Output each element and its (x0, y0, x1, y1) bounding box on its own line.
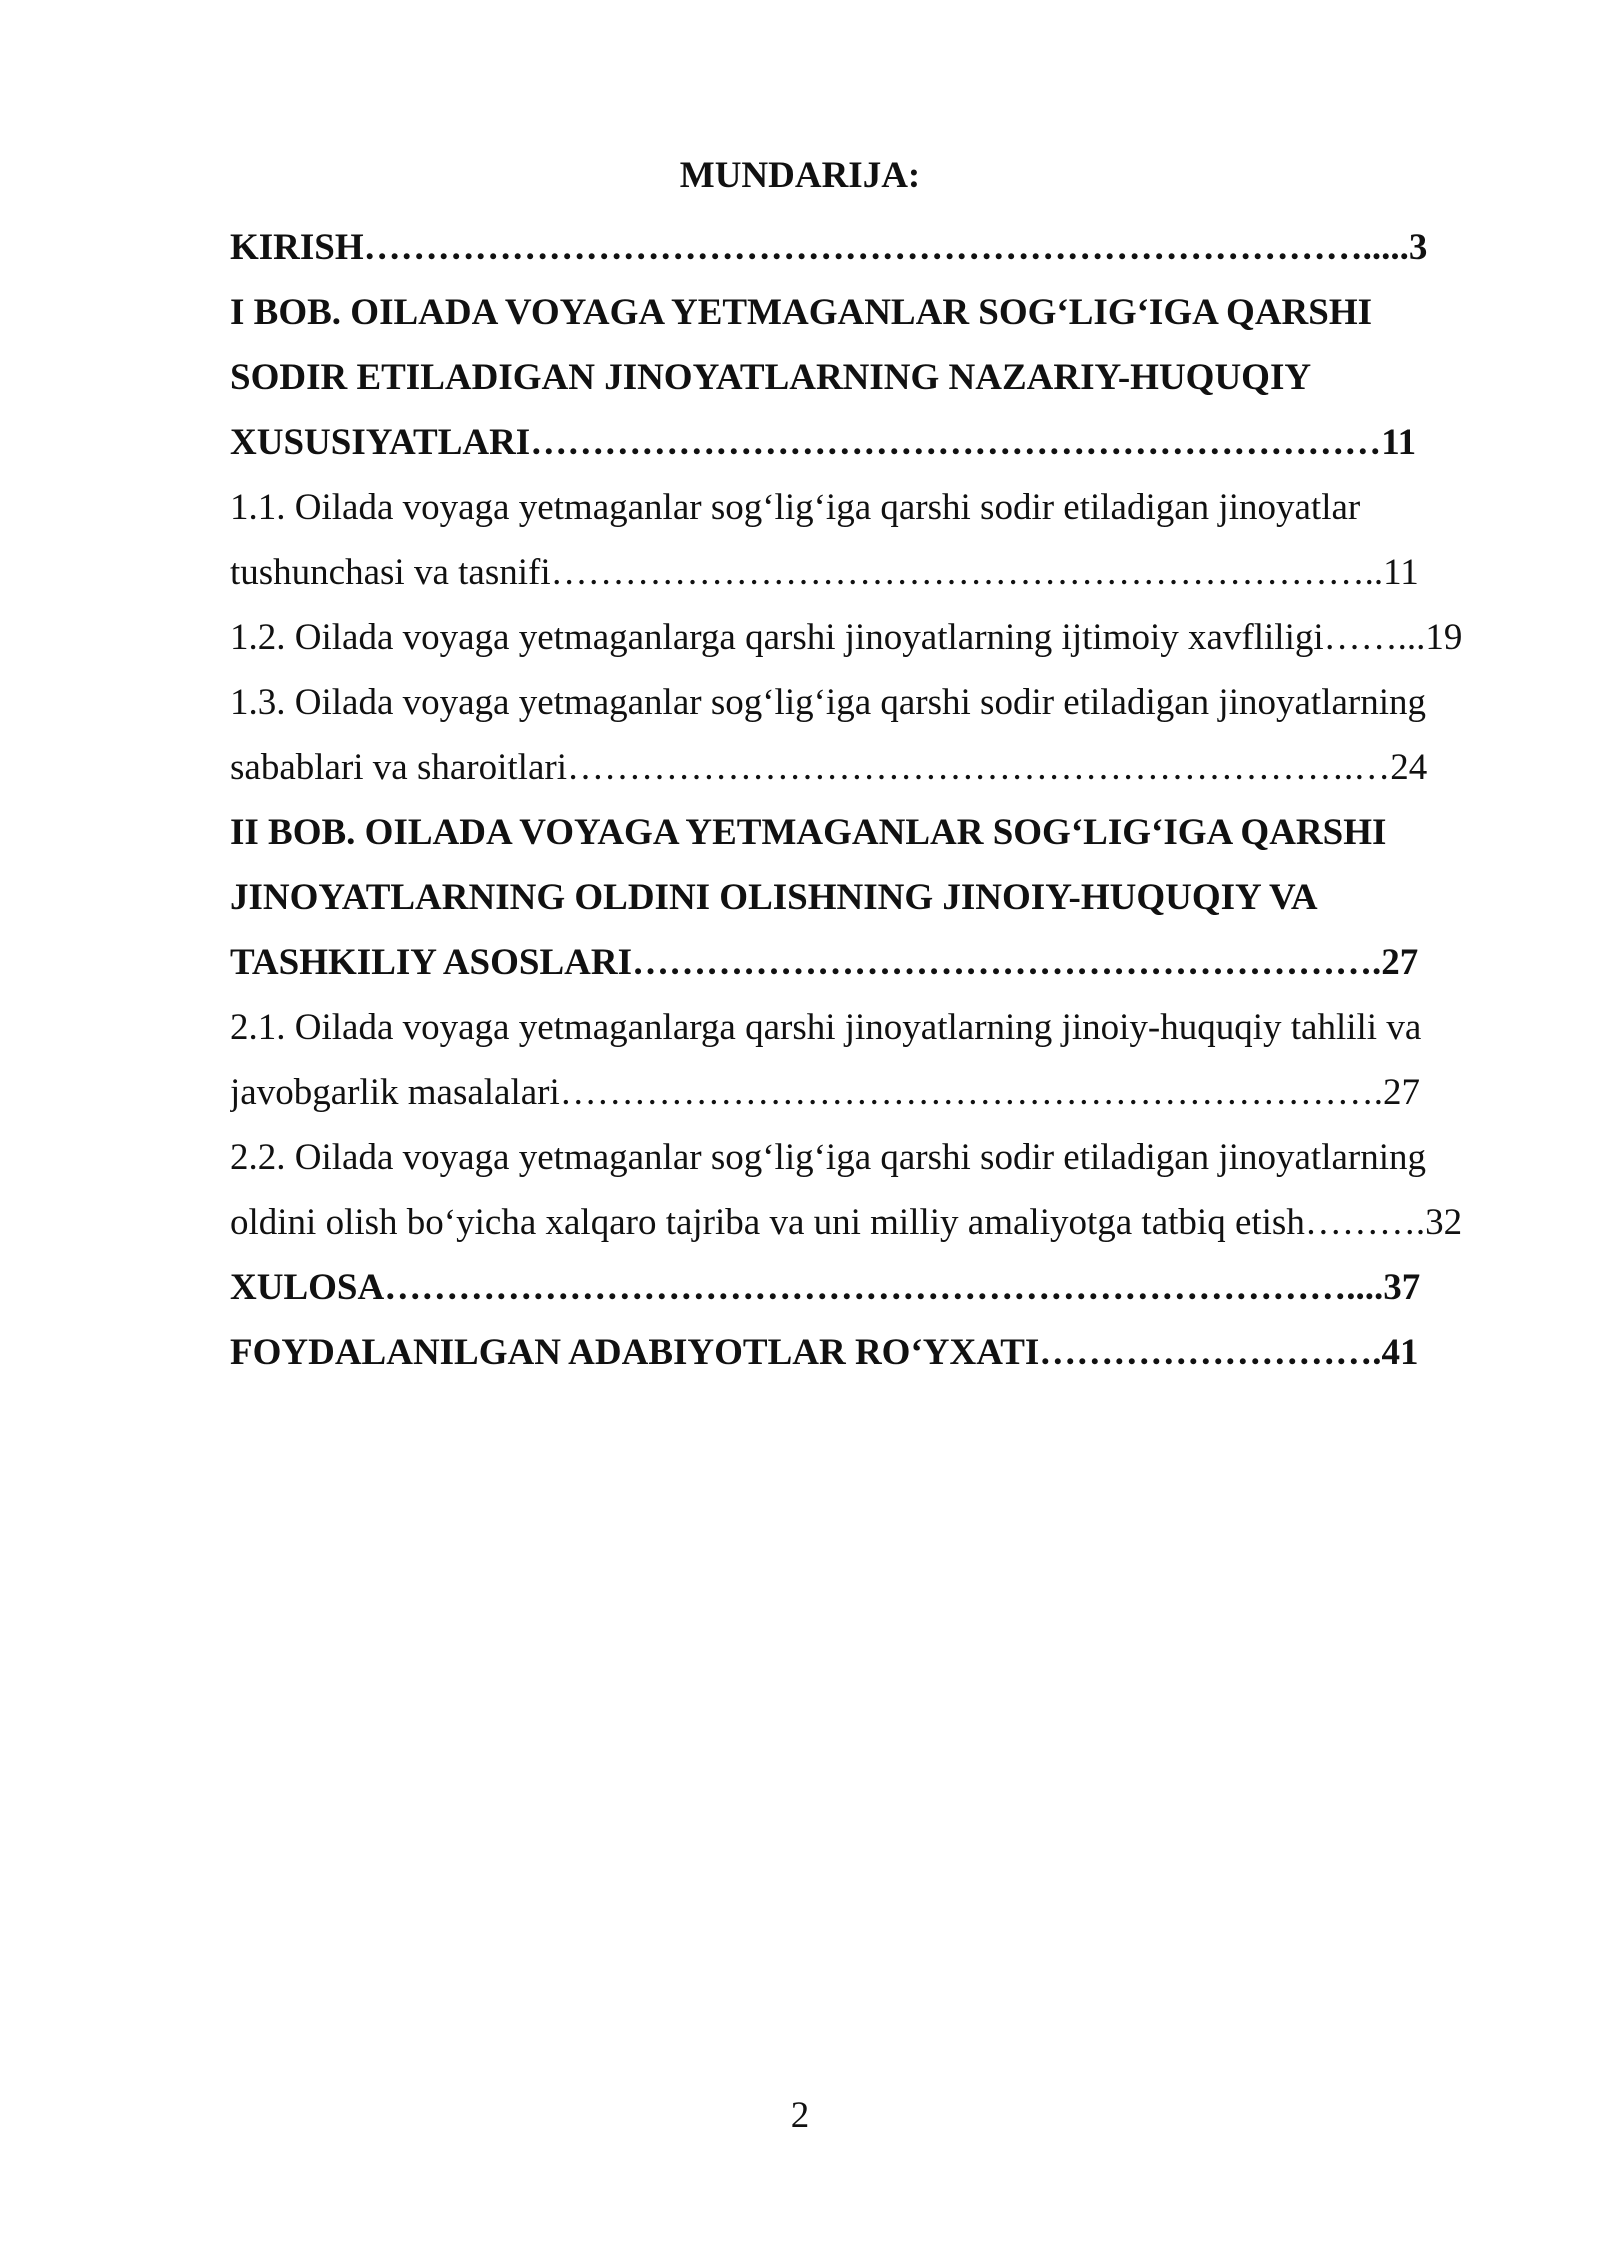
toc-line-section-1-1-a: 1.1. Oilada voyaga yetmaganlar sog‘lig‘iga qarshi sodir etiladigan jinoyatlar (230, 487, 1361, 528)
toc-line-section-2-1-b: javobgarlik masalalari………………………………………………………….27 (230, 1072, 1421, 1113)
toc-line-references: FOYDALANILGAN ADABIYOTLAR RO‘YXATI……………………….41 (230, 1332, 1419, 1373)
toc-line-kirish: KIRISH……………………………………………………………………….....3 (230, 227, 1428, 268)
table-of-contents (230, 215, 1492, 1385)
toc-line-chapter1-title-2: SODIR ETILADIGAN JINOYATLARNING NAZARIY-HUQUQIY (230, 357, 1312, 398)
toc-line-section-1-1-b: tushunchasi va tasnifi…………………………………………………………..11 (230, 552, 1419, 593)
toc-line-section-2-2-a: 2.2. Oilada voyaga yetmaganlar sog‘lig‘iga qarshi sodir etiladigan jinoyatlarning (230, 1137, 1426, 1178)
toc-line-section-1-3-a: 1.3. Oilada voyaga yetmaganlar sog‘lig‘iga qarshi sodir etiladigan jinoyatlarning (230, 682, 1426, 723)
toc-line-section-2-2-b: oldini olish bo‘yicha xalqaro tajriba va uni milliy amaliyotga tatbiq etish……….32 (230, 1202, 1463, 1243)
toc-line-chapter1-title-3: XUSUSIYATLARI……………………………………………………………11 (230, 422, 1417, 463)
toc-line-xulosa: XULOSA……………………………………………………………………....37 (230, 1267, 1421, 1308)
toc-line-chapter2-title-2: JINOYATLARNING OLDINI OLISHNING JINOIY-HUQUQIY VA (230, 877, 1318, 918)
toc-line-section-1-3-b: sabablari va sharoitlari……………………………………………………….…24 (230, 747, 1428, 788)
toc-line-section-2-1-a: 2.1. Oilada voyaga yetmaganlarga qarshi jinoyatlarning jinoiy-huquqiy tahlili va (230, 1007, 1422, 1048)
toc-line-section-1-2: 1.2. Oilada voyaga yetmaganlarga qarshi jinoyatlarning ijtimoiy xavfliligi……...19 (230, 617, 1463, 658)
toc-line-chapter1-title-1: I BOB. OILADA VOYAGA YETMAGANLAR SOG‘LIG‘IGA QARSHI (230, 292, 1373, 333)
page-number: 2 (790, 2095, 810, 2136)
page-title: MUNDARIJA: (679, 155, 921, 196)
toc-line-chapter2-title-3: TASHKILIY ASOSLARI…………………………………………………….27 (230, 942, 1419, 983)
toc-line-chapter2-title-1: II BOB. OILADA VOYAGA YETMAGANLAR SOG‘LIG‘IGA QARSHI (230, 812, 1387, 853)
